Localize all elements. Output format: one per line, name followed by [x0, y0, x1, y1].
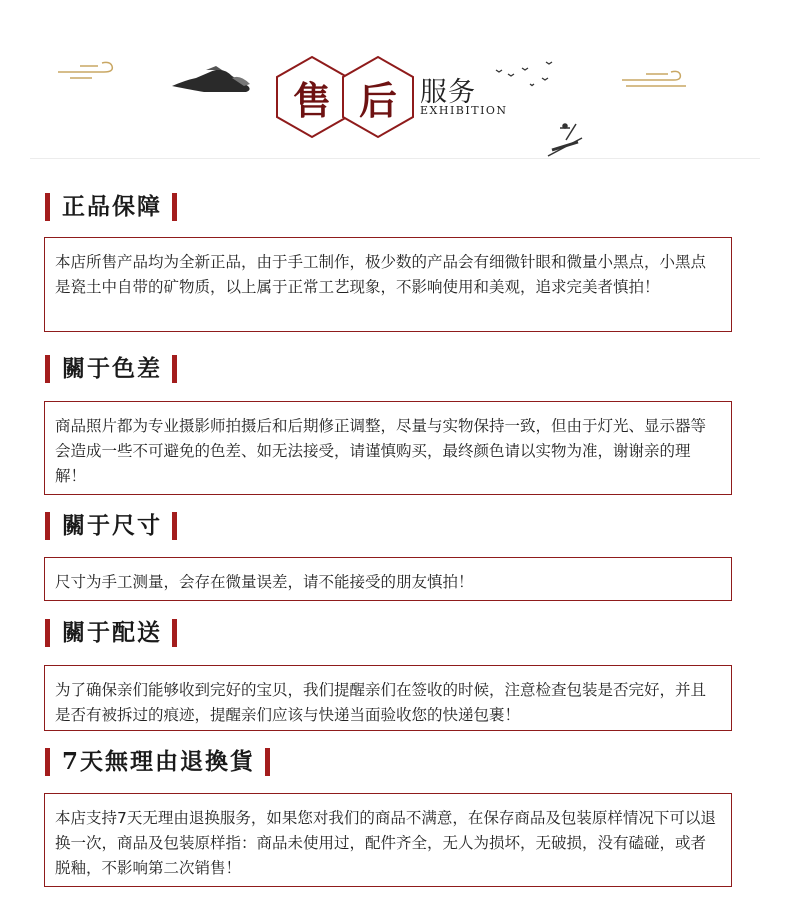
- right-cloud-icon: [622, 71, 686, 86]
- heading-text: 7天無理由退換貨: [62, 748, 256, 775]
- section-heading-return: [45, 747, 270, 777]
- section-box-size: [44, 557, 732, 601]
- heading-text: 正品保障: [62, 193, 162, 220]
- section-box-delivery: [44, 665, 732, 731]
- heading-bar-right: [172, 619, 177, 647]
- hexagon-char-2: [343, 57, 413, 137]
- after-sales-banner: [0, 0, 790, 165]
- banner-char-1: 售: [292, 77, 331, 123]
- section-box-genuine: [44, 237, 732, 332]
- section-body: 尺寸为手工测量，会存在微量误差，请不能接受的朋友慎拍！: [55, 573, 474, 591]
- section-box-color: [44, 401, 732, 495]
- heading-text: 關于尺寸: [62, 512, 162, 539]
- left-cloud-icon: [58, 62, 112, 78]
- section-heading-color: [45, 354, 177, 384]
- heading-text: 關于配送: [62, 619, 162, 646]
- boat-icon: [548, 124, 582, 156]
- section-body: 本店支持7天无理由退换服务，如果您对我们的商品不满意，在保存商品及包装原样情况下可以退换一次，商品及包装原样指：商品未使用过，配件齐全，无人为损坏，无破损，没有磕碰，或者脱釉，不影响第二次销售！: [55, 809, 716, 877]
- heading-bar-right: [172, 355, 177, 383]
- heading-bar-right: [172, 512, 177, 540]
- section-body: 商品照片都为专业摄影师拍摄后和后期修正调整，尽量与实物保持一致，但由于灯光、显示器等会造成一些不可避免的色差、如无法接受，请谨慎购买，最终颜色请以实物为准，谢谢亲的理解！: [55, 417, 707, 485]
- section-heading-size: [45, 511, 177, 541]
- section-body: 本店所售产品均为全新正品，由于手工制作，极少数的产品会有细微针眼和微量小黑点，小黑点是瓷土中自带的矿物质，以上属于正常工艺现象，不影响使用和美观，追求完美者慎拍！: [55, 253, 707, 296]
- section-body: 为了确保亲们能够收到完好的宝贝，我们提醒亲们在签收的时候，注意检查包装是否完好，并且是否有被拆过的痕迹，提醒亲们应该与快递当面验收您的快递包裹！: [55, 681, 707, 724]
- banner-subtitle: EXHIBITION: [420, 104, 508, 117]
- heading-text: 關于色差: [62, 355, 162, 382]
- banner-char-2: 后: [358, 77, 397, 123]
- banner-divider: [30, 158, 760, 159]
- heading-bar-right: [172, 193, 177, 221]
- section-box-return: [44, 793, 732, 887]
- section-heading-delivery: [45, 618, 177, 648]
- section-heading-genuine: [45, 192, 177, 222]
- banner-title: 服务: [420, 77, 476, 108]
- birds-icon: [496, 62, 552, 86]
- mountain-icon: [172, 66, 250, 92]
- heading-bar-right: [265, 748, 270, 776]
- hexagon-char-1: [277, 57, 347, 137]
